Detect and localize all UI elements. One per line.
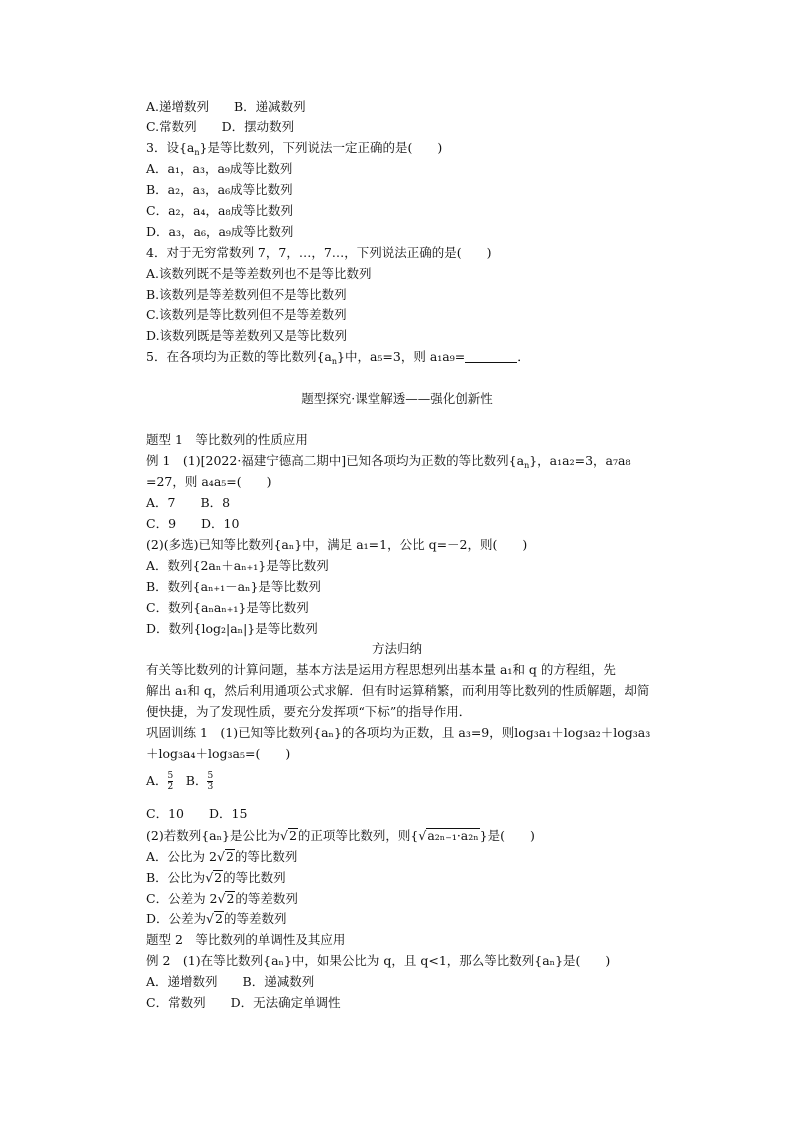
example-2: 例 2 (1)在等比数列{aₙ}中，如果公比为 q，且 q<1，那么等比数列{aₙ}是( ) (146, 953, 611, 968)
option-line: A．公比为 2√2的等比数列 (146, 849, 298, 864)
option-line: D．a₃，a₆，a₉成等比数列 (146, 224, 294, 239)
option-line: A．7 B．8 (146, 495, 231, 510)
option-line: A．数列{2aₙ＋aₙ₊₁}是等比数列 (146, 558, 329, 573)
option-line-fractions: A． $\frac{5}{2}$ B． $\frac{5}{3}$ (146, 771, 214, 792)
question-5: 5．在各项均为正数的等比数列$\{a_n\}$中，a₅=3，则 a₁a₉= ． (146, 349, 530, 366)
example-1: 例 1 (1)[2022·福建宁德高二期中]已知各项均为正数的等比数列$\{a_n\}$，a₁a₂=3，a₇a₈ (146, 453, 631, 470)
option-line: A.该数列既不是等差数列也不是等比数列 (146, 266, 372, 281)
method-paragraph: 便快捷，为了发现性质，要充分发挥项“下标”的指导作用． (146, 704, 472, 719)
option-line: C．数列{aₙaₙ₊₁}是等比数列 (146, 600, 309, 615)
option-line: D．公差为√2的等差数列 (146, 911, 287, 926)
practice-1-part-2: (2)若数列{aₙ}是公比为√2的正项等比数列，则{√a₂ₙ₋₁·a₂ₙ}是( ) (146, 828, 535, 843)
question-3: 3．设$\{a_n\}$是等比数列，下列说法一定正确的是( ) (146, 140, 443, 157)
practice-1: 巩固训练 1 (1)已知等比数列{aₙ}的各项均为正数，且 a₃=9，则log₃a₁＋log₃a₂＋log₃a₃ (146, 725, 651, 740)
option-line: C．a₂，a₄，a₈成等比数列 (146, 203, 293, 218)
option-line: C.该数列是等比数列但不是等差数列 (146, 307, 347, 322)
practice-1-cont: ＋log₃a₄＋log₃a₅=( ) (146, 746, 291, 761)
option-line: C．常数列 D．无法确定单调性 (146, 995, 341, 1010)
method-summary-heading: 方法归纳 (371, 641, 422, 656)
method-paragraph: 解出 a₁和 q，然后利用通项公式求解．但有时运算稍繁，而利用等比数列的性质解题，却简 (146, 683, 650, 698)
option-line: B.该数列是等差数列但不是等比数列 (146, 287, 347, 302)
option-line: B．公比为√2的等比数列 (146, 870, 286, 885)
option-line: C．9 D．10 (146, 516, 240, 531)
topic-heading-1: 题型 1 等比数列的性质应用 (146, 432, 308, 447)
option-line: C．10 D．15 (146, 806, 248, 821)
example-1-part-2: (2)(多选)已知等比数列{aₙ}中，满足 a₁=1，公比 q=－2，则( ) (146, 537, 528, 552)
option-line: A．a₁，a₃，a₉成等比数列 (146, 161, 293, 176)
section-heading: 题型探究·课堂解透——强化创新性 (301, 391, 493, 406)
option-line: D.该数列既是等差数列又是等比数列 (146, 328, 348, 343)
fraction: $\frac{5}{3}$ (207, 771, 214, 792)
option-line: A.递增数列 B．递减数列 (146, 99, 306, 114)
answer-blank (465, 350, 517, 363)
fraction: $\frac{5}{2}$ (167, 771, 174, 792)
option-line: B．a₂，a₃，a₆成等比数列 (146, 182, 293, 197)
option-line: C．公差为 2√2的等差数列 (146, 891, 298, 906)
question-4: 4．对于无穷常数列 7，7，…，7…，下列说法正确的是( ) (146, 245, 492, 260)
method-paragraph: 有关等比数列的计算问题，基本方法是运用方程思想列出基本量 a₁和 q 的方程组，先 (146, 662, 616, 677)
option-line: C.常数列 D．摆动数列 (146, 119, 295, 134)
topic-heading-2: 题型 2 等比数列的单调性及其应用 (146, 932, 346, 947)
option-line: B．数列{aₙ₊₁－aₙ}是等比数列 (146, 579, 321, 594)
option-line: A．递增数列 B．递减数列 (146, 974, 315, 989)
option-line: D．数列{log₂|aₙ|}是等比数列 (146, 621, 318, 636)
example-1-cont: =27，则 a₄a₅=( ) (146, 474, 272, 489)
